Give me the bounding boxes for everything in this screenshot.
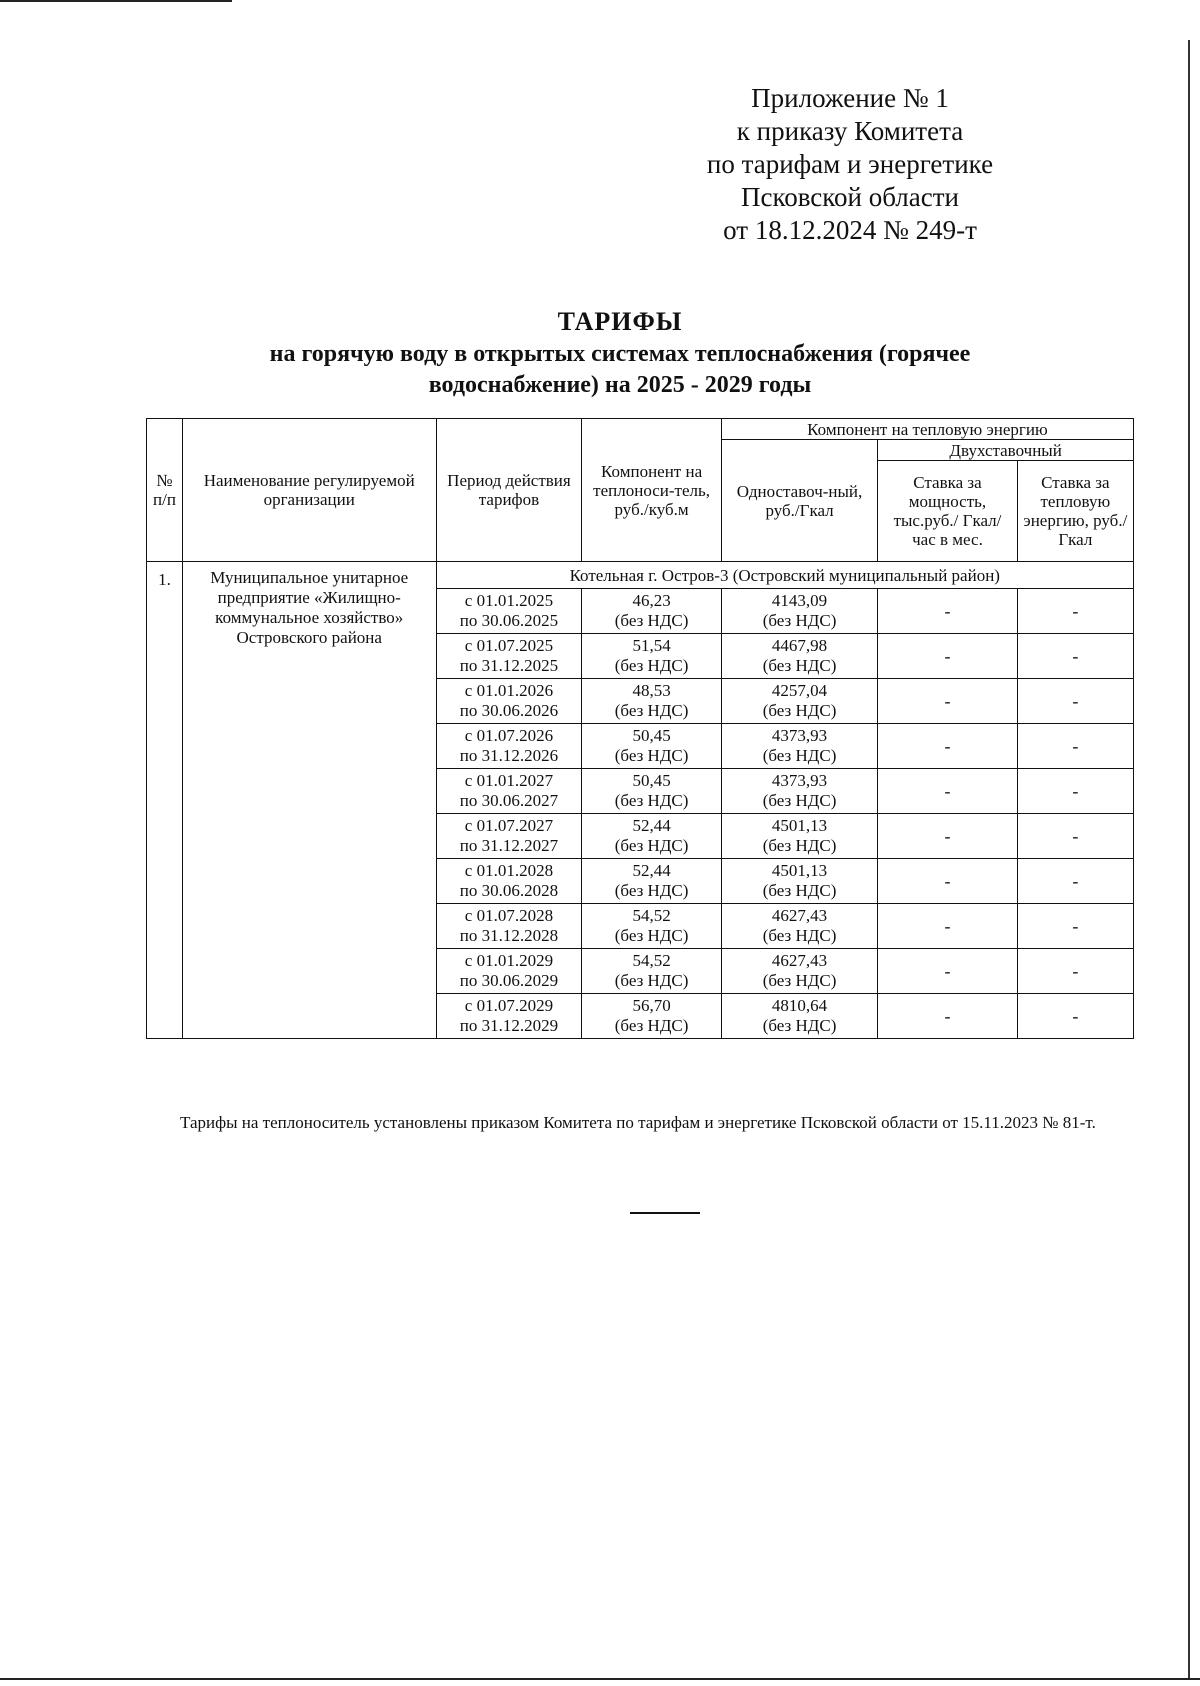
single-rate-cell — [721, 634, 877, 679]
period-cell — [436, 994, 582, 1039]
period-cell — [436, 679, 582, 724]
header-carrier: Компонент на теплоноси-тель, руб./куб.м — [582, 419, 721, 562]
period-to: по 30.06.2026 — [459, 701, 559, 720]
footnote: Тарифы на теплоноситель установлены приказом Комитета по тарифам и энергетике Псковской области от 15.11.2023 № 81-т. — [180, 1113, 1096, 1132]
carrier-value: 54,52 — [632, 906, 671, 925]
vat-note: (без НДС) — [614, 1016, 689, 1035]
single-rate-cell — [721, 949, 877, 994]
period-to: по 31.12.2025 — [459, 656, 559, 675]
single-rate-cell — [721, 724, 877, 769]
header-num: № п/п — [147, 419, 183, 562]
carrier-value: 52,44 — [632, 861, 671, 880]
table-header-row — [147, 419, 1134, 440]
period-to: по 31.12.2026 — [459, 746, 559, 765]
energy-rate-cell: - — [1017, 994, 1133, 1039]
energy-rate-cell: - — [1017, 814, 1133, 859]
period-cell — [436, 904, 582, 949]
single-rate-cell — [721, 814, 877, 859]
header-energy-group: Компонент на тепловую энергию — [721, 419, 1133, 440]
vat-note: (без НДС) — [614, 926, 689, 945]
period-from: с 01.07.2026 — [464, 726, 554, 745]
appendix-line: Приложение № 1 — [751, 83, 949, 113]
vat-note: (без НДС) — [762, 1016, 837, 1035]
single-rate-value: 4373,93 — [771, 771, 828, 790]
carrier-cell — [582, 994, 721, 1039]
vat-note: (без НДС) — [762, 611, 837, 630]
vat-note: (без НДС) — [762, 746, 837, 765]
single-rate-value: 4810,64 — [771, 996, 828, 1015]
period-from: с 01.01.2025 — [464, 591, 554, 610]
power-rate-cell: - — [878, 769, 1017, 814]
single-rate-cell — [721, 994, 877, 1039]
energy-rate-cell: - — [1017, 679, 1133, 724]
carrier-cell — [582, 949, 721, 994]
period-cell — [436, 634, 582, 679]
power-rate-cell: - — [878, 634, 1017, 679]
single-rate-cell — [721, 904, 877, 949]
carrier-cell — [582, 679, 721, 724]
header-power-rate: Ставка за мощность, тыс.руб./ Гкал/час в мес. — [878, 461, 1017, 562]
period-to: по 30.06.2028 — [459, 881, 559, 900]
vat-note: (без НДС) — [762, 926, 837, 945]
single-rate-value: 4143,09 — [771, 591, 828, 610]
power-rate-cell: - — [878, 994, 1017, 1039]
single-rate-cell — [721, 679, 877, 724]
period-to: по 30.06.2027 — [459, 791, 559, 810]
power-rate-cell: - — [878, 814, 1017, 859]
energy-rate-cell: - — [1017, 859, 1133, 904]
carrier-value: 51,54 — [632, 636, 671, 655]
period-cell — [436, 859, 582, 904]
period-cell — [436, 949, 582, 994]
period-to: по 31.12.2027 — [459, 836, 559, 855]
single-rate-value: 4501,13 — [771, 861, 828, 880]
period-from: с 01.01.2028 — [464, 861, 554, 880]
power-rate-cell: - — [878, 724, 1017, 769]
energy-rate-cell: - — [1017, 904, 1133, 949]
carrier-value: 54,52 — [632, 951, 671, 970]
energy-rate-cell: - — [1017, 724, 1133, 769]
energy-rate-cell: - — [1017, 949, 1133, 994]
single-rate-value: 4501,13 — [771, 816, 828, 835]
vat-note: (без НДС) — [762, 791, 837, 810]
single-rate-value: 4257,04 — [771, 681, 828, 700]
single-rate-cell — [721, 769, 877, 814]
appendix-line: по тарифам и энергетике — [706, 149, 994, 179]
vat-note: (без НДС) — [762, 836, 837, 855]
vat-note: (без НДС) — [614, 746, 689, 765]
carrier-value: 50,45 — [632, 726, 671, 745]
energy-rate-cell: - — [1017, 634, 1133, 679]
carrier-cell — [582, 859, 721, 904]
header-period: Период действия тарифов — [436, 419, 582, 562]
period-to: по 30.06.2025 — [459, 611, 559, 630]
closing-divider — [630, 1212, 700, 1214]
carrier-cell — [582, 769, 721, 814]
single-rate-cell — [721, 589, 877, 634]
period-to: по 31.12.2028 — [459, 926, 559, 945]
power-rate-cell: - — [878, 904, 1017, 949]
carrier-cell — [582, 724, 721, 769]
carrier-cell — [582, 589, 721, 634]
vat-note: (без НДС) — [614, 656, 689, 675]
tariffs-table — [146, 418, 1134, 1039]
scan-edge-bottom — [0, 1678, 1200, 1680]
period-from: с 01.01.2029 — [464, 951, 554, 970]
carrier-cell — [582, 904, 721, 949]
vat-note: (без НДС) — [614, 791, 689, 810]
single-rate-value: 4627,43 — [771, 951, 828, 970]
header-energy-rate: Ставка за тепловую энергию, руб./Гкал — [1017, 461, 1133, 562]
vat-note: (без НДС) — [614, 836, 689, 855]
period-from: с 01.07.2027 — [464, 816, 554, 835]
title-subtitle-line-1: на горячую воду в открытых системах теплоснабжения (горячее — [269, 341, 971, 367]
vat-note: (без НДС) — [614, 971, 689, 990]
period-from: с 01.07.2028 — [464, 906, 554, 925]
period-cell — [436, 769, 582, 814]
single-rate-value: 4627,43 — [771, 906, 828, 925]
boiler-section-title: Котельная г. Остров-3 (Островский муниципальный район) — [436, 562, 1133, 589]
appendix-line: к приказу Комитета — [736, 116, 964, 146]
organization-name: Муниципальное унитарное предприятие «Жилищно-коммунальное хозяйство» Островского района — [182, 562, 436, 1039]
vat-note: (без НДС) — [614, 701, 689, 720]
vat-note: (без НДС) — [762, 971, 837, 990]
appendix-line: Псковской области — [740, 182, 959, 212]
carrier-value: 52,44 — [632, 816, 671, 835]
vat-note: (без НДС) — [762, 701, 837, 720]
single-rate-value: 4373,93 — [771, 726, 828, 745]
power-rate-cell: - — [878, 859, 1017, 904]
scan-edge-top — [0, 0, 232, 2]
appendix-line: от 18.12.2024 № 249-т — [723, 215, 977, 245]
carrier-value: 56,70 — [632, 996, 671, 1015]
title-main: ТАРИФЫ — [557, 307, 683, 336]
power-rate-cell: - — [878, 949, 1017, 994]
period-from: с 01.07.2029 — [464, 996, 554, 1015]
power-rate-cell: - — [878, 589, 1017, 634]
carrier-cell — [582, 634, 721, 679]
period-from: с 01.01.2026 — [464, 681, 554, 700]
header-two-rate: Двухставочный — [878, 440, 1134, 461]
scan-edge-right — [1188, 40, 1190, 1680]
appendix-header — [680, 82, 1020, 247]
title-subtitle-line-2: водоснабжение) на 2025 - 2029 годы — [428, 372, 812, 398]
vat-note: (без НДС) — [614, 611, 689, 630]
period-to: по 31.12.2029 — [459, 1016, 559, 1035]
carrier-cell — [582, 814, 721, 859]
energy-rate-cell: - — [1017, 769, 1133, 814]
header-single-rate: Одноставоч-ный, руб./Гкал — [721, 440, 877, 562]
header-organization: Наименование регулируемой организации — [182, 419, 436, 562]
period-cell — [436, 724, 582, 769]
period-cell — [436, 589, 582, 634]
single-rate-cell — [721, 859, 877, 904]
carrier-value: 50,45 — [632, 771, 671, 790]
vat-note: (без НДС) — [762, 656, 837, 675]
vat-note: (без НДС) — [614, 881, 689, 900]
period-to: по 30.06.2029 — [459, 971, 559, 990]
period-from: с 01.01.2027 — [464, 771, 554, 790]
energy-rate-cell: - — [1017, 589, 1133, 634]
power-rate-cell: - — [878, 679, 1017, 724]
document-title — [180, 305, 1060, 401]
period-from: с 01.07.2025 — [464, 636, 554, 655]
entry-number: 1. — [147, 562, 183, 1039]
period-cell — [436, 814, 582, 859]
carrier-value: 46,23 — [632, 591, 671, 610]
vat-note: (без НДС) — [762, 881, 837, 900]
single-rate-value: 4467,98 — [771, 636, 828, 655]
table-section-row — [147, 562, 1134, 589]
carrier-value: 48,53 — [632, 681, 671, 700]
